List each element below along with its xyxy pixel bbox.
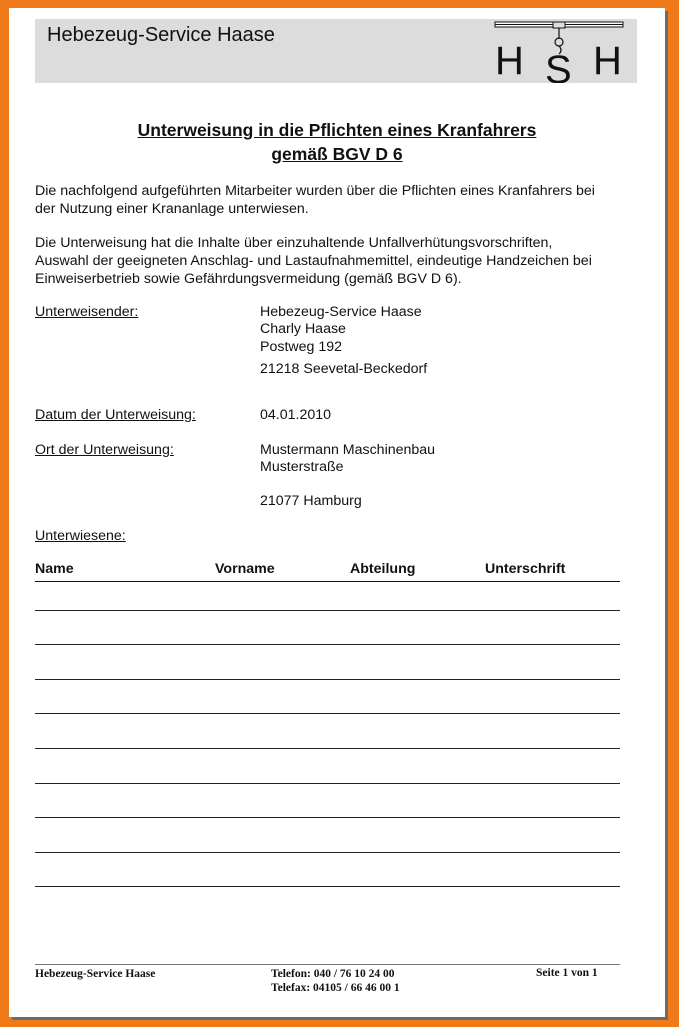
intro-p1-line1: Die nachfolgend aufgeführten Mitarbeiter wurden über die Pflichten eines Kranfahrers bei [35, 183, 595, 199]
instructor-city: 21218 Seevetal-Beckedorf [260, 361, 428, 377]
location-city: 21077 Hamburg [260, 493, 362, 509]
intro-p1-line2: der Nutzung einer Krananlage unterwiesen. [35, 201, 309, 217]
instructor-label: Unterweisender: [35, 304, 139, 320]
signature-row-line [35, 817, 620, 818]
logo-letter-h1: H [495, 39, 524, 83]
signature-row-line [35, 610, 620, 611]
footer-fax: Telefax: 04105 / 66 46 00 1 [271, 982, 400, 994]
instructor-name: Charly Haase [260, 321, 346, 337]
instructor-street: Postweg 192 [260, 339, 343, 355]
signature-row-line [35, 679, 620, 680]
signature-row-line [35, 748, 620, 749]
document-title-line1: Unterweisung in die Pflichten eines Kranfahrers [137, 120, 537, 140]
logo-letter-s: S [545, 48, 572, 83]
table-header-rule [35, 581, 620, 582]
intro-paragraph-1 [35, 182, 635, 218]
footer-divider [35, 964, 620, 965]
date-value: 04.01.2010 [260, 407, 332, 423]
instructor-company: Hebezeug-Service Haase [260, 304, 422, 320]
footer-contact [271, 967, 400, 995]
footer-phone: Telefon: 040 / 76 10 24 00 [271, 968, 395, 980]
date-label: Datum der Unterweisung: [35, 407, 196, 423]
company-name: Hebezeug-Service Haase [47, 24, 275, 46]
signature-row-line [35, 783, 620, 784]
column-header-name: Name [35, 561, 74, 577]
location-label: Ort der Unterweisung: [35, 442, 174, 458]
document-page [9, 8, 665, 1017]
intro-p2-line3: Einweiserbetrieb sowie Gefährdungsvermeidung (gemäß BGV D 6). [35, 271, 462, 287]
intro-p2-line1: Die Unterweisung hat die Inhalte über einzuhaltende Unfallverhütungsvorschriften, [35, 235, 553, 251]
signature-row-line [35, 713, 620, 714]
signature-row-line [35, 644, 620, 645]
column-header-unterschrift: Unterschrift [485, 561, 566, 577]
company-logo [493, 19, 637, 83]
header-bar [35, 19, 637, 83]
column-header-abteilung: Abteilung [350, 561, 416, 577]
logo-letter-h2: H [593, 39, 622, 83]
intro-p2-line2: Auswahl der geeigneten Anschlag- und Lastaufnahmemittel, eindeutige Handzeichen bei [35, 253, 592, 269]
footer-page-number: Seite 1 von 1 [536, 967, 598, 979]
document-title-line2: gemäß BGV D 6 [271, 144, 403, 164]
location-company: Mustermann Maschinenbau [260, 442, 436, 458]
signature-row-line [35, 886, 620, 887]
trainees-label: Unterwiesene: [35, 528, 126, 544]
location-street: Musterstraße [260, 459, 344, 475]
footer-company: Hebezeug-Service Haase [35, 968, 156, 980]
column-header-vorname: Vorname [215, 561, 275, 577]
intro-paragraph-2 [35, 234, 635, 288]
signature-row-line [35, 852, 620, 853]
